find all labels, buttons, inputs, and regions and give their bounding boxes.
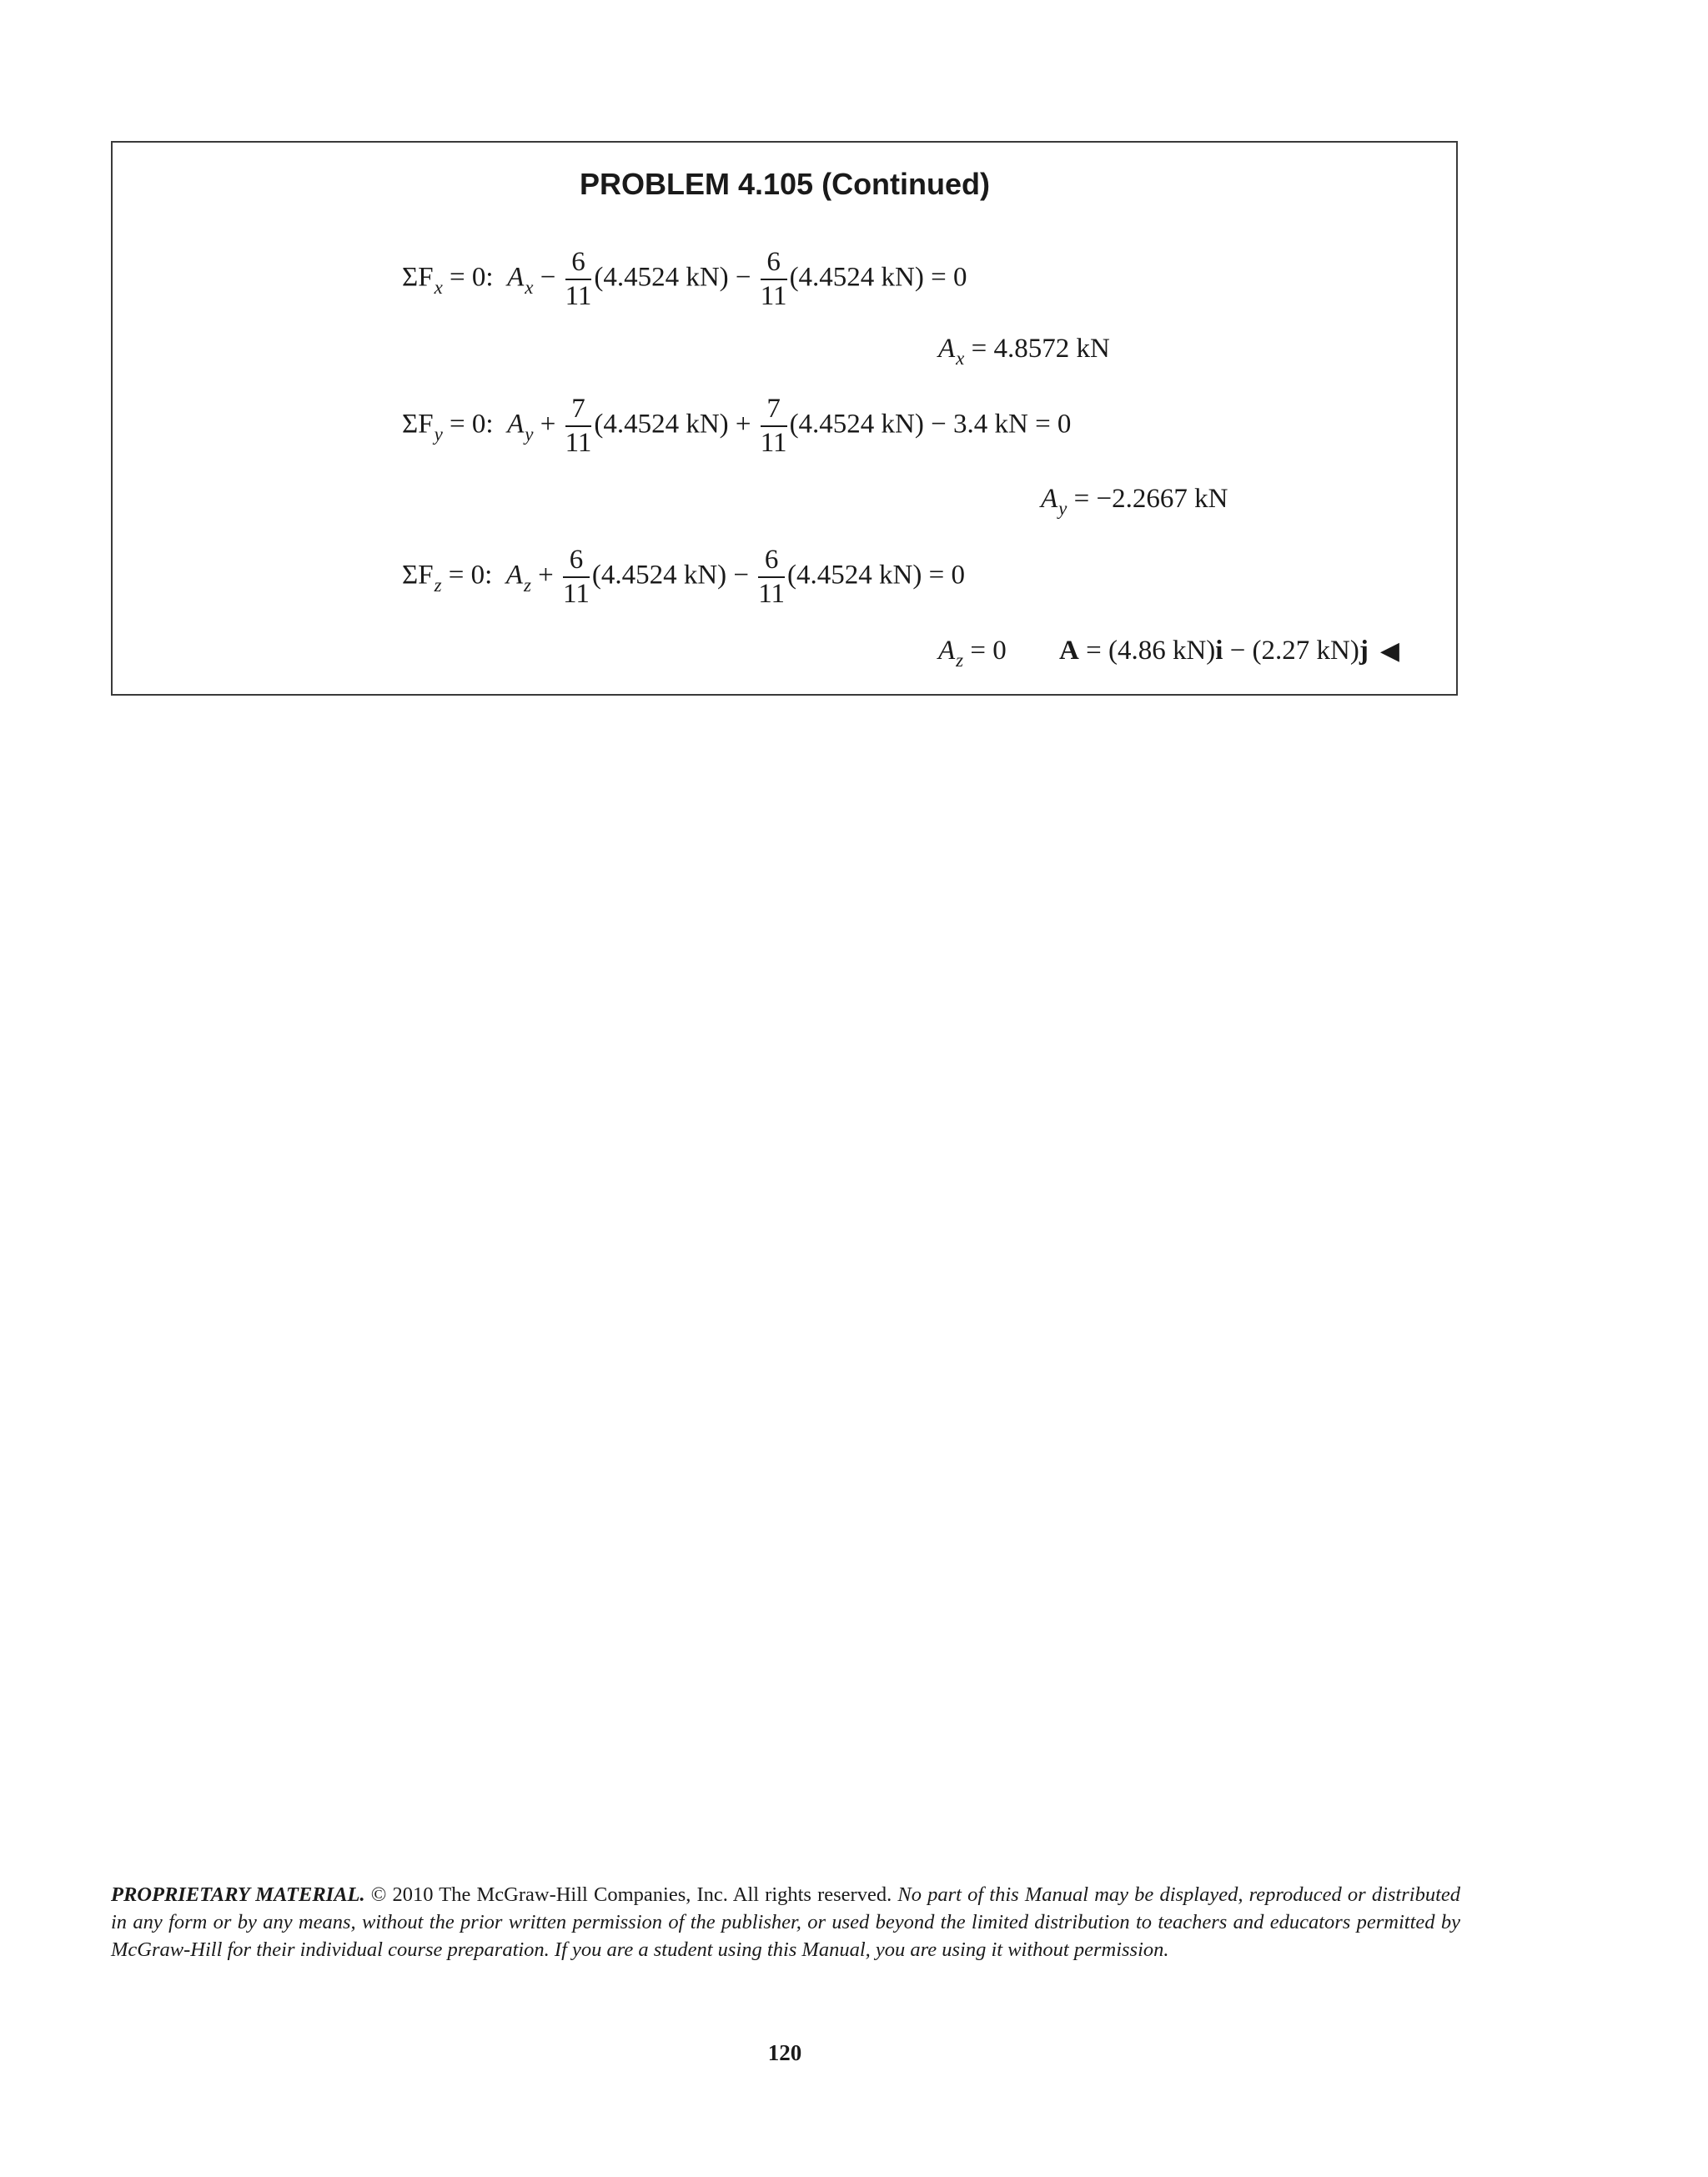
notice-text: No part of this Manual may be displayed, reproduced or distributed in any form or by any means, without the prior written permission of the publisher, or used beyond the limited distribution to teachers and educators permitted by McGraw-Hill for their individual course preparation. If you are a student using this Manual, you are using it without permission. [111, 1883, 1461, 1961]
numerator: 6 [761, 249, 787, 280]
equals-zero: = 0: [442, 262, 494, 293]
denominator: 11 [758, 579, 786, 609]
result-value: = −2.2667 kN [1067, 484, 1228, 514]
result-value: = 0 [963, 636, 1007, 666]
denominator: 11 [565, 428, 592, 458]
notice-lead: PROPRIETARY MATERIAL. [111, 1883, 365, 1906]
numerator: 6 [563, 546, 590, 578]
term: (4.4524 kN) = 0 [789, 262, 967, 293]
axis-subscript: z [523, 574, 531, 596]
denominator: 11 [563, 579, 590, 609]
axis-subscript: x [956, 348, 965, 369]
vector-a: A [1059, 636, 1079, 666]
operator: + [530, 560, 561, 591]
result-ay [1041, 484, 1228, 519]
sigma-f: ΣF [402, 409, 434, 440]
term: (4.4524 kN) + [594, 409, 758, 440]
fraction [565, 249, 592, 310]
operator: − [533, 262, 563, 293]
result-value: = 4.8572 kN [964, 334, 1110, 364]
variable-a: A [1041, 484, 1058, 514]
fraction [761, 249, 787, 310]
problem-title: PROBLEM 4.105 (Continued) [579, 167, 991, 201]
axis-subscript: y [1058, 498, 1068, 519]
axis-subscript: z [434, 574, 442, 596]
term: (4.4524 kN) − [594, 262, 758, 293]
axis-subscript: y [434, 423, 443, 445]
denominator: 11 [760, 281, 787, 311]
sigma-f: ΣF [402, 560, 434, 591]
equation-sum-fz [402, 546, 965, 608]
denominator: 11 [565, 281, 592, 311]
result-ax [938, 334, 1110, 369]
notice-copyright: © 2010 The McGraw-Hill Companies, Inc. All rights reserved. [364, 1883, 898, 1906]
variable-a: A [507, 409, 525, 440]
equals-zero: = 0: [442, 409, 494, 440]
term: (4.4524 kN) = 0 [787, 560, 965, 591]
variable-a: A [507, 262, 525, 293]
answer-part: = (4.86 kN) [1078, 636, 1216, 666]
result-az [938, 636, 1007, 671]
sigma-f: ΣF [402, 262, 434, 293]
variable-a: A [938, 334, 956, 364]
equation-sum-fy [402, 395, 1071, 457]
unit-vector-j: j [1359, 636, 1369, 666]
answer-part: − (2.27 kN) [1223, 636, 1359, 666]
term: (4.4524 kN) − 3.4 kN = 0 [789, 409, 1072, 440]
fraction [565, 395, 592, 457]
numerator: 7 [761, 395, 787, 427]
axis-subscript: x [434, 276, 443, 298]
fraction [563, 546, 590, 608]
variable-a: A [938, 636, 956, 666]
term: (4.4524 kN) − [591, 560, 756, 591]
axis-subscript: y [525, 423, 534, 445]
fraction [758, 546, 785, 608]
axis-subscript: z [956, 650, 964, 671]
axis-subscript: x [525, 276, 534, 298]
unit-vector-i: i [1215, 636, 1223, 666]
numerator: 7 [565, 395, 592, 427]
page-number: 120 [767, 2040, 802, 2065]
numerator: 6 [565, 249, 592, 280]
equals-zero: = 0: [441, 560, 493, 591]
fraction [761, 395, 787, 457]
denominator: 11 [760, 428, 787, 458]
equation-sum-fx [402, 249, 967, 310]
copyright-notice [111, 1881, 1460, 1963]
final-answer [1059, 637, 1399, 665]
numerator: 6 [758, 546, 785, 578]
variable-a: A [505, 560, 523, 591]
operator: + [533, 409, 563, 440]
answer-marker-icon: ◀ [1379, 637, 1399, 665]
